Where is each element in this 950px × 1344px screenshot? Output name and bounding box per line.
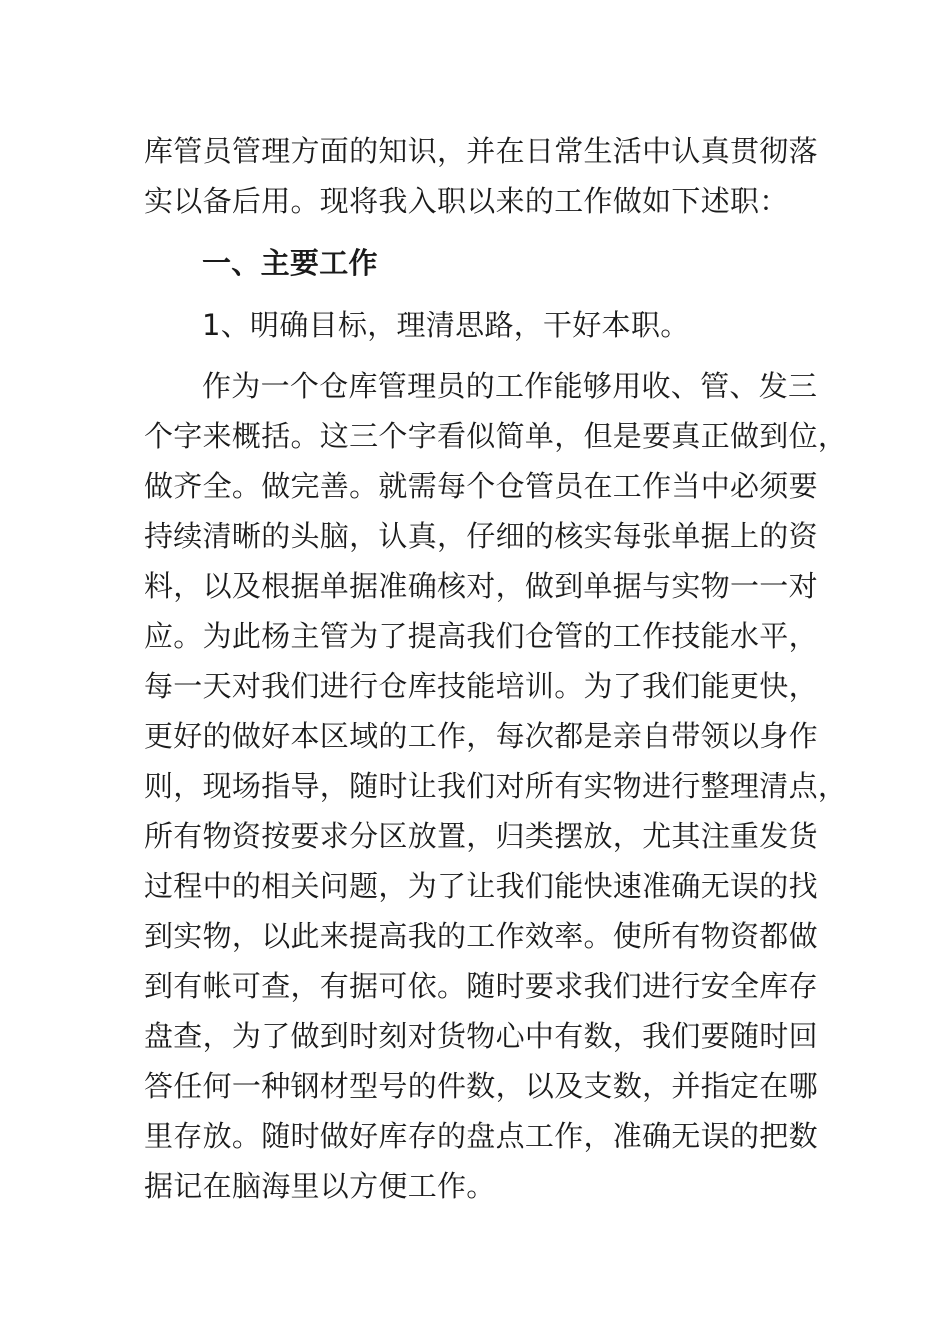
- text-line: 过程中的相关问题，为了让我们能快速准确无误的找: [144, 869, 818, 903]
- text-line: 到实物，以此来提高我的工作效率。使所有物资都做: [144, 919, 818, 953]
- text-line: 每一天对我们进行仓库技能培训。为了我们能更快，: [144, 669, 818, 703]
- text-line: 盘查，为了做到时刻对货物心中有数，我们要随时回: [144, 1019, 818, 1053]
- text-line: 到有帐可查，有据可依。随时要求我们进行安全库存: [144, 969, 818, 1003]
- text-line: 个字来概括。这三个字看似简单，但是要真正做到位，: [144, 419, 848, 453]
- text-line: 据记在脑海里以方便工作。: [144, 1169, 496, 1203]
- intro-paragraph: [144, 126, 824, 226]
- subheading-block: [144, 300, 824, 350]
- section-heading: 一、主要工作: [202, 246, 378, 280]
- text-line: 实以备后用。现将我入职以来的工作做如下述职：: [144, 184, 789, 218]
- text-line: 更好的做好本区域的工作，每次都是亲自带领以身作: [144, 719, 818, 753]
- text-line: 做齐全。做完善。就需每个仓管员在工作当中必须要: [144, 469, 818, 503]
- text-line: 所有物资按要求分区放置，归类摆放，尤其注重发货: [144, 819, 818, 853]
- text-line: 答任何一种钢材型号的件数，以及支数，并指定在哪: [144, 1069, 818, 1103]
- text-line: 则，现场指导，随时让我们对所有实物进行整理清点，: [144, 769, 848, 803]
- body-paragraph: [144, 361, 848, 1211]
- text-line: 作为一个仓库管理员的工作能够用收、管、发三: [202, 369, 818, 403]
- text-line: 料，以及根据单据准确核对，做到单据与实物一一对: [144, 569, 818, 603]
- text-line: 库管员管理方面的知识，并在日常生活中认真贯彻落: [144, 134, 818, 168]
- subheading: 1、明确目标，理清思路，干好本职。: [202, 308, 690, 342]
- text-line: 应。为此杨主管为了提高我们仓管的工作技能水平，: [144, 619, 818, 653]
- section-heading-block: [144, 238, 824, 288]
- text-line: 持续清晰的头脑，认真，仔细的核实每张单据上的资: [144, 519, 818, 553]
- text-line: 里存放。随时做好库存的盘点工作，准确无误的把数: [144, 1119, 818, 1153]
